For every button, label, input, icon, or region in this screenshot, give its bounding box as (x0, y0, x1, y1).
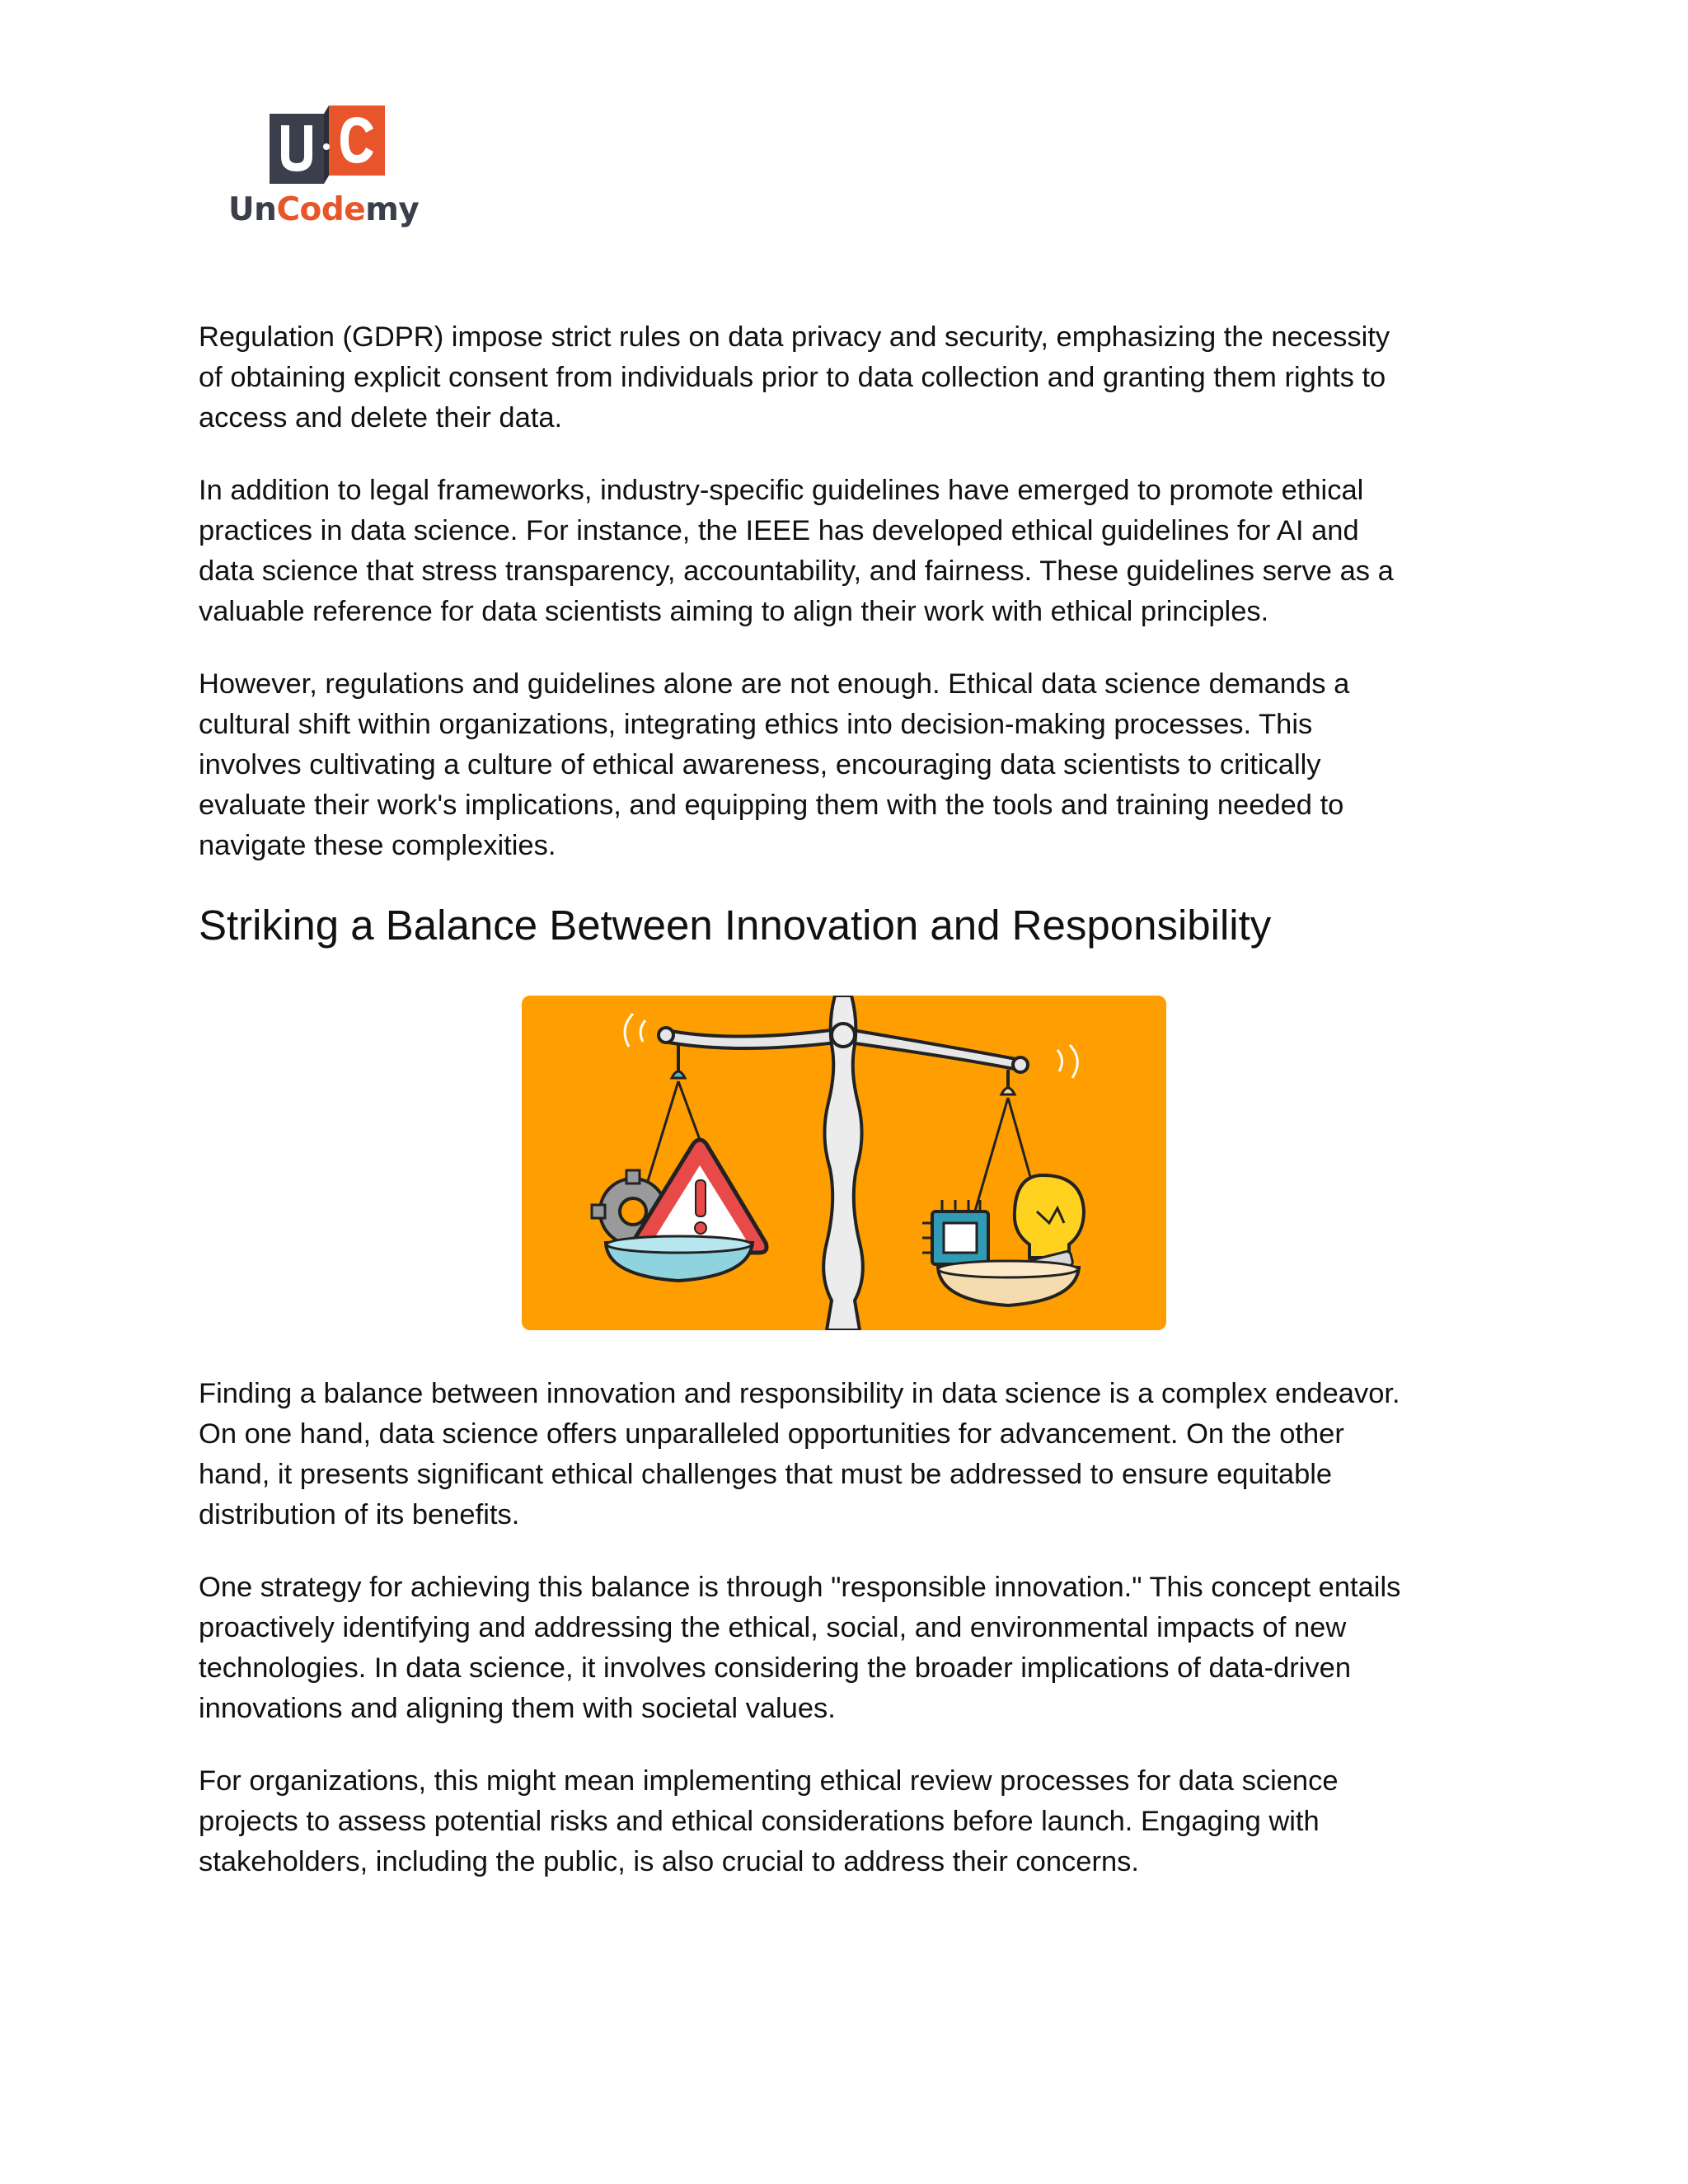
text-line: access and delete their data. (199, 402, 563, 434)
text-line: distribution of its benefits. (199, 1499, 520, 1530)
uncodemy-logo (227, 103, 433, 235)
uncodemy-wordmark (228, 191, 420, 228)
text-line: innovations and aligning them with societal values. (199, 1693, 836, 1724)
paragraph-responsible-innovation (199, 1568, 1517, 1729)
text-line: valuable reference for data scientists aiming to align their work with ethical principles. (199, 596, 1269, 627)
text-line: One strategy for achieving this balance is through "responsible innovation." This concept entails (199, 1572, 1401, 1603)
text-line: technologies. In data science, it involves considering the broader implications of data-driven (199, 1652, 1352, 1684)
top-text-section (199, 317, 1517, 898)
text-line: Regulation (GDPR) impose strict rules on data privacy and security, emphasizing the necessity (199, 321, 1390, 353)
balance-illustration (522, 996, 1166, 1330)
text-line: practices in data science. For instance, the IEEE has developed ethical guidelines for AI and (199, 515, 1359, 546)
paragraph-gdpr (199, 317, 1517, 438)
wordmark-code: Code (276, 191, 366, 228)
paragraph-balance (199, 1374, 1517, 1535)
microchip-icon (922, 1200, 988, 1264)
bottom-text-section (199, 1374, 1517, 1915)
text-line: evaluate their work's implications, and equipping them with the tools and training needed to (199, 790, 1344, 821)
paragraph-cultural-shift (199, 664, 1517, 866)
text-line: navigate these complexities. (199, 830, 556, 861)
text-line: In addition to legal frameworks, industry-specific guidelines have emerged to promote ethical (199, 475, 1364, 506)
text-line: On one hand, data science offers unparalleled opportunities for advancement. On the other (199, 1418, 1344, 1450)
text-line: For organizations, this might mean implementing ethical review processes for data science (199, 1765, 1339, 1797)
text-line: proactively identifying and addressing the ethical, social, and environmental impacts of new (199, 1612, 1347, 1643)
paragraph-organizations (199, 1761, 1517, 1882)
text-line: stakeholders, including the public, is also crucial to address their concerns. (199, 1846, 1140, 1877)
wordmark-un: Un (228, 191, 277, 228)
paragraph-guidelines (199, 471, 1517, 632)
text-line: However, regulations and guidelines alone are not enough. Ethical data science demands a (199, 668, 1350, 700)
wordmark-my: my (365, 191, 420, 228)
balance-scale-icon (522, 996, 1166, 1330)
text-line: cultural shift within organizations, integrating ethics into decision-making processes. This (199, 709, 1313, 740)
uc-logo-mark-icon (270, 105, 385, 184)
section-heading: Striking a Balance Between Innovation and Responsibility (199, 902, 1272, 949)
text-line: data science that stress transparency, accountability, and fairness. These guidelines serve as a (199, 555, 1394, 587)
text-line: of obtaining explicit consent from individuals prior to data collection and granting them rights to (199, 362, 1386, 393)
text-line: hand, it presents significant ethical challenges that must be addressed to ensure equitable (199, 1459, 1333, 1490)
text-line: projects to assess potential risks and ethical considerations before launch. Engaging with (199, 1806, 1320, 1837)
text-line: Finding a balance between innovation and responsibility in data science is a complex endeavor. (199, 1378, 1400, 1409)
text-line: involves cultivating a culture of ethical awareness, encouraging data scientists to critically (199, 749, 1321, 780)
